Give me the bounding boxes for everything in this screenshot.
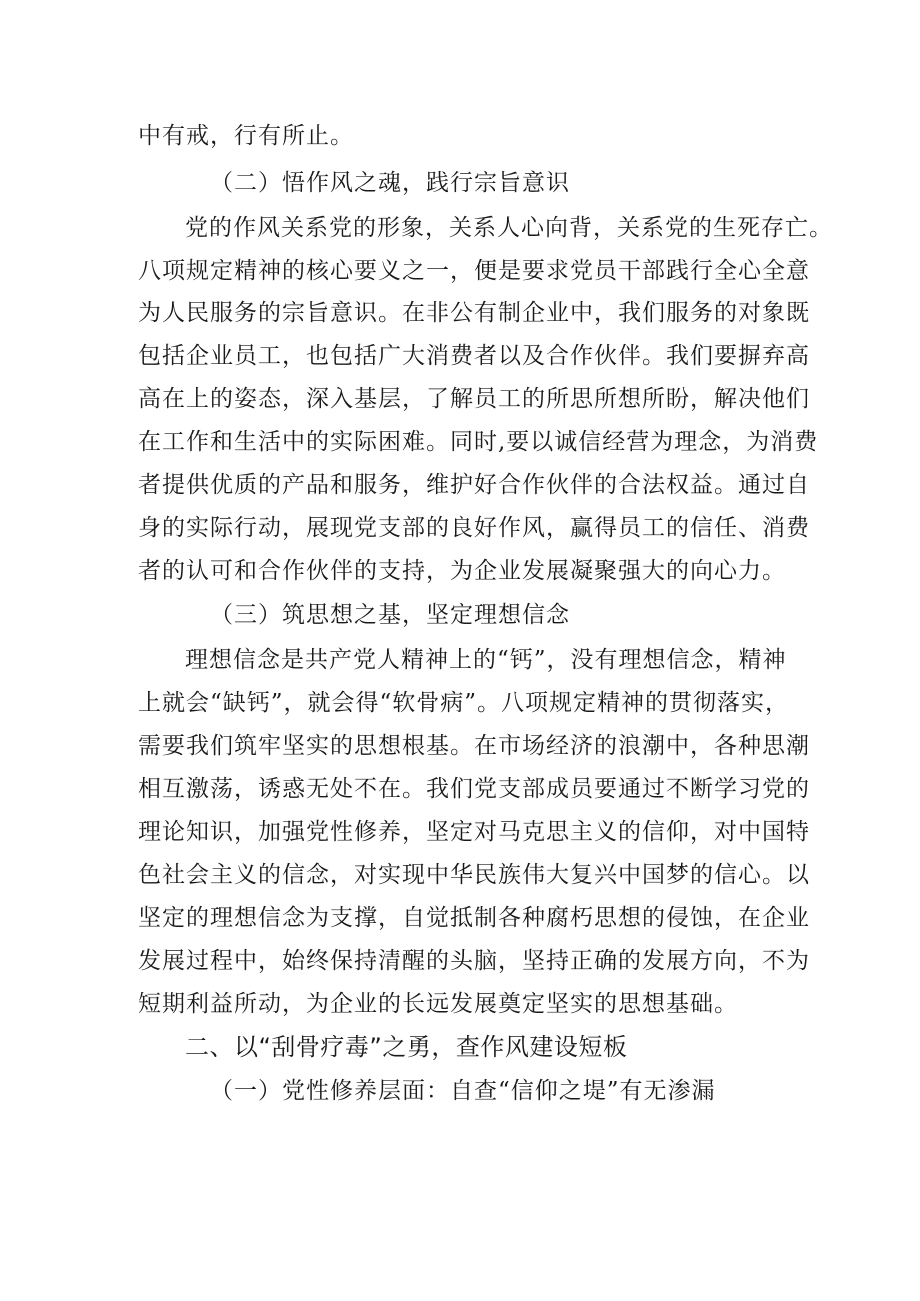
paragraph-line: 色社会主义的信念，对实现中华民族伟大复兴中国梦的信心。以 [138,862,810,888]
paragraph-line: 为人民服务的宗旨意识。在非公有制企业中，我们服务的对象既 [138,300,810,326]
paragraph-line: 坚定的理想信念为支撑，自觉抵制各种腐朽思想的侵蚀，在企业 [138,905,810,931]
paragraph-line: 上就会“缺钙”，就会得“软骨病”。八项规定精神的贯彻落实， [138,690,790,716]
paragraph-line: 在工作和生活中的实际困难。同时,要以诚信经营为理念，为消费 [138,429,819,455]
paragraph-line: 包括企业员工，也包括广大消费者以及合作伙伴。我们要摒弃高 [138,343,810,369]
paragraph-line: 党的作风关系党的形象，关系人心向背，关系党的生死存亡。 [185,215,833,241]
paragraph-line: 理论知识，加强党性修养，坚定对马克思主义的信仰，对中国特 [138,819,810,845]
paragraph-line: 中有戒，行有所止。 [138,123,354,149]
subheading-3: （三）筑思想之基，坚定理想信念 [210,602,570,628]
subheading-2: （二）悟作风之魂，践行宗旨意识 [210,170,570,196]
section-heading: 二、以“刮骨疗毒”之勇，查作风建设短板 [185,1033,628,1061]
paragraph-line: 者提供优质的产品和服务，维护好合作伙伴的合法权益。通过自 [138,472,810,498]
paragraph-line: 八项规定精神的核心要义之一，便是要求党员干部践行全心全意 [138,258,810,284]
paragraph-line: 者的认可和合作伙伴的支持，为企业发展凝聚强大的向心力。 [138,558,786,584]
paragraph-line: 发展过程中，始终保持清醒的头脑，坚持正确的发展方向，不为 [138,948,810,974]
paragraph-line: 需要我们筑牢坚实的思想根基。在市场经济的浪潮中，各种思潮 [138,733,810,759]
paragraph-line: 高在上的姿态，深入基层，了解员工的所思所想所盼，解决他们 [138,386,810,412]
paragraph-line: 理想信念是共产党人精神上的“钙”，没有理想信念，精神 [185,647,787,673]
paragraph-line: 短期利益所动，为企业的长远发展奠定坚实的思想基础。 [138,991,738,1017]
paragraph-line: 相互激荡，诱惑无处不在。我们党支部成员要通过不断学习党的 [138,776,810,802]
subheading-1: （一）党性修养层面：自查“信仰之堤”有无渗漏 [210,1078,716,1104]
paragraph-line: 身的实际行动，展现党支部的良好作风，赢得员工的信任、消费 [138,515,810,541]
